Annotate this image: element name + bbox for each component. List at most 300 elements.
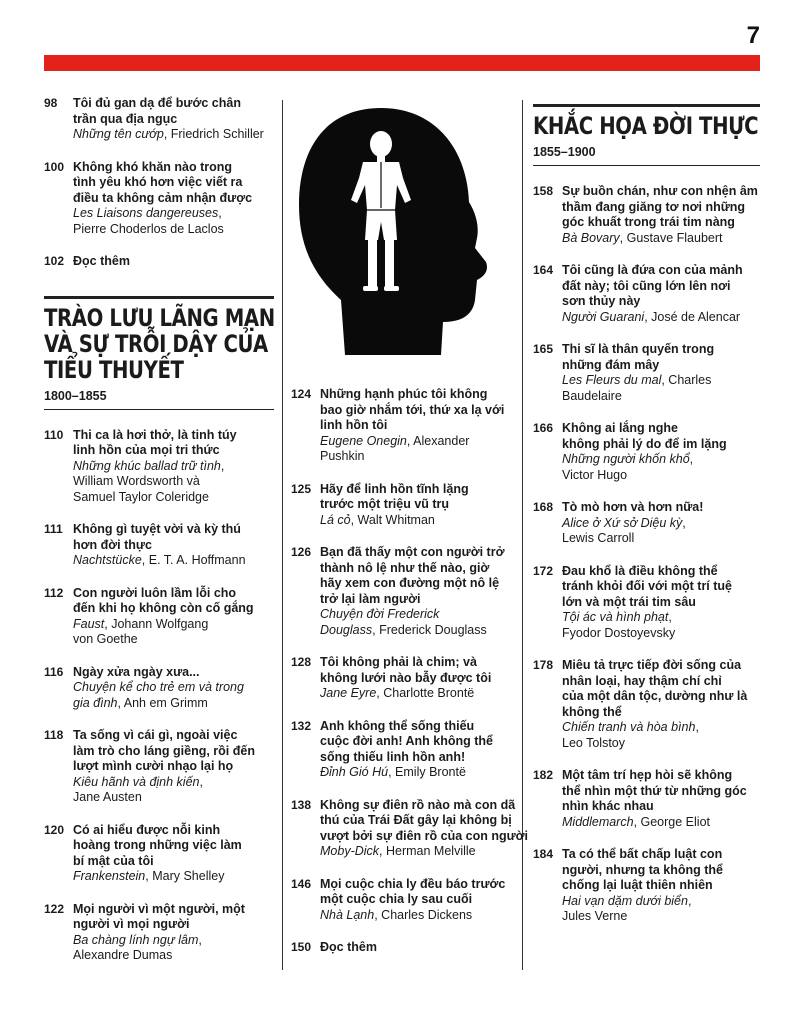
source-line [73,632,274,648]
book-title: Moby-Dick [320,844,380,858]
entry-text [73,823,274,885]
toc-entry [44,665,274,712]
quote-line: trước một triệu vũ trụ [320,497,450,511]
author-text: Pushkin [320,449,365,463]
quote-line: không lưới nào bẫy được tôi [320,670,492,685]
column-1 [44,96,274,981]
quote-line: thú của Trái Đất gây lại không bị [320,813,512,827]
toc-entry [44,586,274,648]
source-line [73,680,274,696]
quote-line: Mọi cuộc chia ly đều báo trước [320,876,506,891]
author-text: , Emily Brontë [388,765,466,779]
entry-source [73,459,274,506]
entry-text [73,728,274,806]
quote-line: Bạn đã thấy một con người trở [320,545,505,559]
further-reading-entry [44,254,274,270]
source-line [320,844,528,860]
entry-quote [320,655,513,686]
quote-line: Không gì tuyệt vời và kỳ thú [73,522,241,536]
source-line [320,623,513,639]
source-line [562,373,760,389]
author-text: , Herman Melville [379,844,476,858]
entry-text [562,847,760,925]
book-title: Faust [73,616,105,631]
page-ref: 110 [44,427,64,442]
source-line [73,696,274,712]
toc-entry [291,877,513,924]
quote-line: Thi sĩ là thân quyến trong [562,342,715,356]
quote-line: điều ta không cảm nhận được [73,190,253,205]
book-title: Nhà Lạnh [320,907,375,922]
source-line [73,206,274,222]
entry-text [562,500,760,547]
entry-source [73,206,274,237]
entry-quote [562,768,760,815]
toc-entry [44,522,274,569]
entry-quote [73,522,274,553]
quote-line: Tôi không phải là chim; và [320,655,477,669]
entry-source [562,231,760,247]
author-text: Alexandre Dumas [73,948,173,962]
toc-entry [44,902,274,964]
entry-quote [73,823,274,870]
source-line [73,617,274,633]
quote-line: góc khuất trong trái tim nàng [562,215,735,229]
entry-source [562,516,760,547]
quote-line: Đau khổ là điều không thể [562,563,718,578]
entry-quote [320,719,513,766]
page-ref: 184 [533,847,554,861]
quote-line: Một tâm trí hẹp hòi sẽ không [562,768,733,782]
further-reading-label: Đọc thêm [73,254,130,268]
entry-text [73,665,274,712]
book-title: Chuyện kể cho trẻ em và trong [73,680,244,694]
quote-line: cuộc đời anh! Anh không thể [320,734,493,748]
quote-line: sống thiếu linh hồn anh! [320,749,466,764]
entries-column-2 [291,387,529,923]
source-line [562,389,760,405]
page-ref: 158 [533,184,554,198]
quote-line: Tò mò hơn và hơn nữa! [562,500,704,514]
source-line [73,933,274,949]
quote-line: lớn và một trái tim sâu [562,594,696,609]
author-text: , Friedrich Schiller [163,127,264,141]
quote-line: nhân loại, hay thậm chí chỉ [562,673,722,688]
toc-entry [44,823,274,885]
page-ref: 150 [291,940,312,954]
page-ref: 98 [44,96,58,110]
source-line [562,815,760,831]
page-ref: 125 [291,481,312,496]
quote-line: Thi ca là hơi thở, là tinh túy [73,427,237,442]
toc-entry [291,482,513,529]
entry-text [320,387,513,465]
quote-line: của một dân tộc, dường như là [562,689,748,703]
quote-line: Tôi cũng là đứa con của mảnh [562,263,743,277]
quote-line: bao giờ nhắm tới, thứ xa lạ với [320,402,505,417]
further-reading-label: Đọc thêm [320,940,377,954]
entry-text [73,96,274,143]
quote-line: làm trò cho láng giềng, rồi đến [73,743,255,758]
quote-line: Không ai lắng nghe [562,421,678,435]
entry-text [562,564,760,642]
quote-line: linh hồn tôi [320,418,388,432]
source-line [320,765,513,781]
entry-quote [73,665,274,681]
entry-quote [562,184,760,231]
page-ref: 124 [291,387,312,401]
quote-line: nhìn khác nhau [562,799,654,813]
page-ref: 116 [44,664,64,679]
entry-source [73,869,274,885]
author-text: von Goethe [73,632,138,646]
quote-line: hãy xem con đường một nô lệ [320,576,500,590]
quote-line: đất này; tôi cũng lớn lên nơi [562,278,731,293]
entry-text [320,877,513,924]
author-text: , Johann Wolfgang [104,616,209,631]
book-title: Bà Bovary [562,230,620,245]
toc-entry [533,263,760,325]
source-line [73,222,274,238]
source-line [73,948,274,964]
toc-entry [533,768,760,830]
toc-entry [533,658,760,751]
entry-quote [73,728,274,775]
author-text: , [687,893,692,908]
page-ref: 165 [533,342,554,356]
source-line [562,516,760,532]
entry-source [73,680,274,711]
section-header-realism [533,104,760,166]
entry-source [320,844,528,860]
page-ref: 168 [533,500,554,514]
source-line [562,894,760,910]
page-number: 7 [746,22,760,49]
quote-line: hơn đời thực [73,537,152,552]
header-red-bar [44,55,760,71]
entry-text [320,655,513,702]
quote-line: Anh không thể sống thiếu [320,718,475,733]
page-ref: 122 [44,901,65,916]
entry-text [562,342,760,404]
section-dates: 1855–1900 [533,145,596,159]
author-text: Lewis Carroll [562,531,635,545]
source-line [562,610,760,626]
author-text: Leo Tolstoy [562,735,626,750]
source-line [320,513,513,529]
book-title: Những tên cướp [73,127,164,141]
source-line [73,127,274,143]
quote-line: trở lại làm người [320,591,421,606]
book-title: Jane Eyre [320,686,377,700]
book-title: Les Liaisons dangereuses [73,206,219,220]
entry-text [562,768,760,830]
entry-text [562,263,760,325]
quote-line: Miêu tả trực tiếp đời sống của [562,658,742,672]
book-title: Frankenstein [73,869,146,883]
author-text: Samuel Taylor Coleridge [73,489,209,504]
entry-quote [562,847,760,894]
entry-source [562,815,760,831]
author-text: , Frederick Douglass [372,622,487,637]
quote-line: chống lại luật thiên nhiên [562,878,713,892]
entry-quote [320,387,513,434]
toc-entry [291,797,529,860]
author-text: , Alexander [406,433,470,448]
source-line [562,310,760,326]
author-text: William Wordsworth và [73,474,200,488]
quote-line: không phải lý do để im lặng [562,436,727,451]
quote-line: Mọi người vì một người, một [73,901,245,916]
toc-entry [44,428,274,506]
source-line [562,531,760,547]
quote-line: người vì mọi người [73,917,190,931]
entry-text [562,658,760,751]
source-line [73,553,274,569]
entry-quote [562,500,760,516]
entry-text [562,184,760,246]
source-line [73,869,274,885]
section-title: TRÀO LƯU LÃNG MẠN VÀ SỰ TRỖI DẬY CỦA TIỂU THUYẾT [44,303,275,384]
source-line [562,626,760,642]
entry-source [320,607,513,638]
quote-line: Hãy để linh hồn tĩnh lặng [320,481,469,496]
toc-entry [533,847,760,925]
book-title: Douglass [320,622,373,637]
page-ref: 128 [291,655,312,669]
book-title: Ba chàng lính ngự lâm [73,932,199,947]
source-line [562,720,760,736]
entry-text [320,719,513,781]
book-title: gia đình [73,695,118,710]
source-line [320,908,513,924]
author-text: , Walt Whitman [350,512,435,527]
entry-quote [320,545,513,607]
page-ref: 132 [291,718,312,733]
quote-line: vượt bởi sự điên rồ của con người [320,828,529,843]
page-ref: 166 [533,421,554,435]
column-3 [533,96,760,942]
quote-line: Tôi đủ gan dạ để bước chân [73,96,241,110]
quote-line: một cuộc chia ly sau cuối [320,892,473,906]
entry-source [562,720,760,751]
book-title: Les Fleurs du mal [562,373,662,387]
source-line [73,775,274,791]
entries-realism [533,184,760,925]
quote-line: Ta sống vì cái gì, ngoài việc [73,728,238,742]
entry-source [73,933,274,964]
book-title: Nachtstücke [73,553,142,567]
source-line [562,452,760,468]
further-reading-entry [291,940,513,956]
entry-text [73,160,274,238]
entry-quote [562,421,760,452]
entry-quote [73,902,274,933]
author-text: , [695,720,699,734]
page-ref: 118 [44,728,64,742]
page-ref: 146 [291,876,312,891]
source-line [73,474,274,490]
book-title: Kiêu hãnh và định kiến [73,774,200,789]
book-title: Đỉnh Gió Hú [320,765,389,779]
quote-line: không thể [562,704,622,719]
quote-line: hoàng trong những việc làm [73,838,242,852]
book-title: Người Guarani [562,309,645,324]
toc-entry [291,545,513,638]
quote-line: bí mật của tôi [73,853,154,868]
quote-line: người, nhưng ta không thể [562,862,723,877]
source-line [320,607,513,623]
author-text: , José de Alencar [644,309,741,324]
entry-quote [73,160,274,207]
toc-entry [44,96,274,143]
toc-entry [291,655,513,702]
entry-source [320,434,513,465]
entry-source [562,610,760,641]
book-title: Chuyện đời Frederick [320,607,440,621]
entry-text [73,428,274,506]
entry-quote [562,658,760,720]
quote-line: Ngày xửa ngày xưa... [73,664,200,679]
author-text: Jules Verne [562,909,628,923]
author-text: Jane Austen [73,790,142,804]
author-text: , Gustave Flaubert [619,230,723,245]
entries-top [44,96,274,237]
entry-source [73,553,274,569]
author-text: , [689,452,694,466]
toc-entry [533,421,760,483]
entry-quote [320,482,513,513]
section-header-romanticism [44,296,274,410]
author-text: Fyodor Dostoyevsky [562,625,676,640]
author-text: , Charles [661,373,712,387]
author-text: , George Eliot [633,814,710,829]
book-title: Những người khốn khổ [562,452,690,466]
book-title: Những khúc ballad trữ tình [73,458,221,473]
entries-romanticism [44,428,274,964]
author-text: , Charlotte Brontë [376,686,475,700]
entry-source [320,765,513,781]
entry-quote [320,877,513,908]
entry-text [320,482,513,529]
section-dates: 1800–1855 [44,388,107,403]
entry-source [320,686,513,702]
entry-text [73,586,274,648]
author-text: , [199,774,203,789]
source-line [73,790,274,806]
quote-line: Sự buồn chán, như con nhện âm [562,184,758,198]
entry-quote [73,96,274,127]
author-text: , [668,610,672,624]
quote-line: Không khó khăn nào trong [73,159,233,174]
column-2 [291,96,529,973]
quote-line: Có ai hiểu được nỗi kinh [73,822,221,837]
quote-line: Con người luôn lầm lỗi cho [73,585,237,600]
head-silhouette-with-standing-man-icon [291,100,491,360]
source-line [562,468,760,484]
entry-quote [562,263,760,310]
quote-line: những đám mây [562,357,660,372]
entry-text [73,902,274,964]
book-title: Alice ở Xứ sở Diệu kỳ [562,515,683,530]
entry-source [73,617,274,648]
quote-line: đến khi họ không còn cố gắng [73,601,254,615]
toc-entry [533,564,760,642]
quote-line: thầm đang giăng tơ nơi những [562,199,746,214]
quote-line: sơn thủy này [562,294,641,308]
source-line [73,459,274,475]
book-title: Hai vạn dặm dưới biển [562,893,688,908]
entry-source [562,310,760,326]
author-text: , [218,206,222,220]
source-line [320,434,513,450]
toc-entry [44,728,274,806]
entry-quote [562,564,760,611]
author-text: , Mary Shelley [145,869,225,883]
quote-line: Những hạnh phúc tôi không [320,387,488,401]
source-line [562,736,760,752]
section-title: KHẮC HỌA ĐỜI THỰC [533,112,759,140]
page-ref: 100 [44,159,65,174]
author-text: , [220,458,225,473]
author-text: , [682,515,686,530]
book-title: Middlemarch [562,814,634,829]
page-ref: 164 [533,263,554,277]
author-text: , [198,932,202,947]
book-title: Chiến tranh và hòa bình [562,720,696,734]
entry-quote [73,428,274,459]
quote-line: Ta có thể bất chấp luật con [562,847,723,861]
quote-line: Không sự điên rồ nào mà con dã [320,797,516,812]
toc-entry [533,500,760,547]
author-text: , Charles Dickens [374,907,473,922]
author-text: , E. T. A. Hoffmann [141,553,246,567]
source-line [73,490,274,506]
source-line [562,231,760,247]
toc-entry [44,160,274,238]
toc-entry [533,184,760,246]
entry-source [562,373,760,404]
toc-entry [533,342,760,404]
entry-source [73,775,274,806]
quote-line: tình yêu khó hơn việc viết ra [73,175,243,189]
entry-text [562,421,760,483]
entry-quote [320,798,528,845]
entry-source [73,127,274,143]
book-title: Tội ác và hình phạt [562,610,669,624]
source-line [320,686,513,702]
quote-line: tránh khỏi đối với một trí tuệ [562,579,733,593]
page-ref: 182 [533,768,554,782]
page-ref: 126 [291,545,312,559]
entry-source [562,894,760,925]
page-ref: 138 [291,797,312,812]
source-line [320,449,513,465]
column-divider [282,100,283,970]
entry-text [320,798,528,860]
toc-entry [291,387,513,465]
quote-line: trần qua địa ngục [73,111,178,126]
entry-quote [73,586,274,617]
author-text: Victor Hugo [562,467,628,482]
author-text: Baudelaire [562,388,622,403]
quote-line: thành nô lệ như thế nào, giờ [320,560,490,575]
entry-text [320,545,513,638]
page-ref: 111 [44,522,63,536]
entry-source [320,513,513,529]
page-ref: 120 [44,822,65,837]
entry-source [320,908,513,924]
